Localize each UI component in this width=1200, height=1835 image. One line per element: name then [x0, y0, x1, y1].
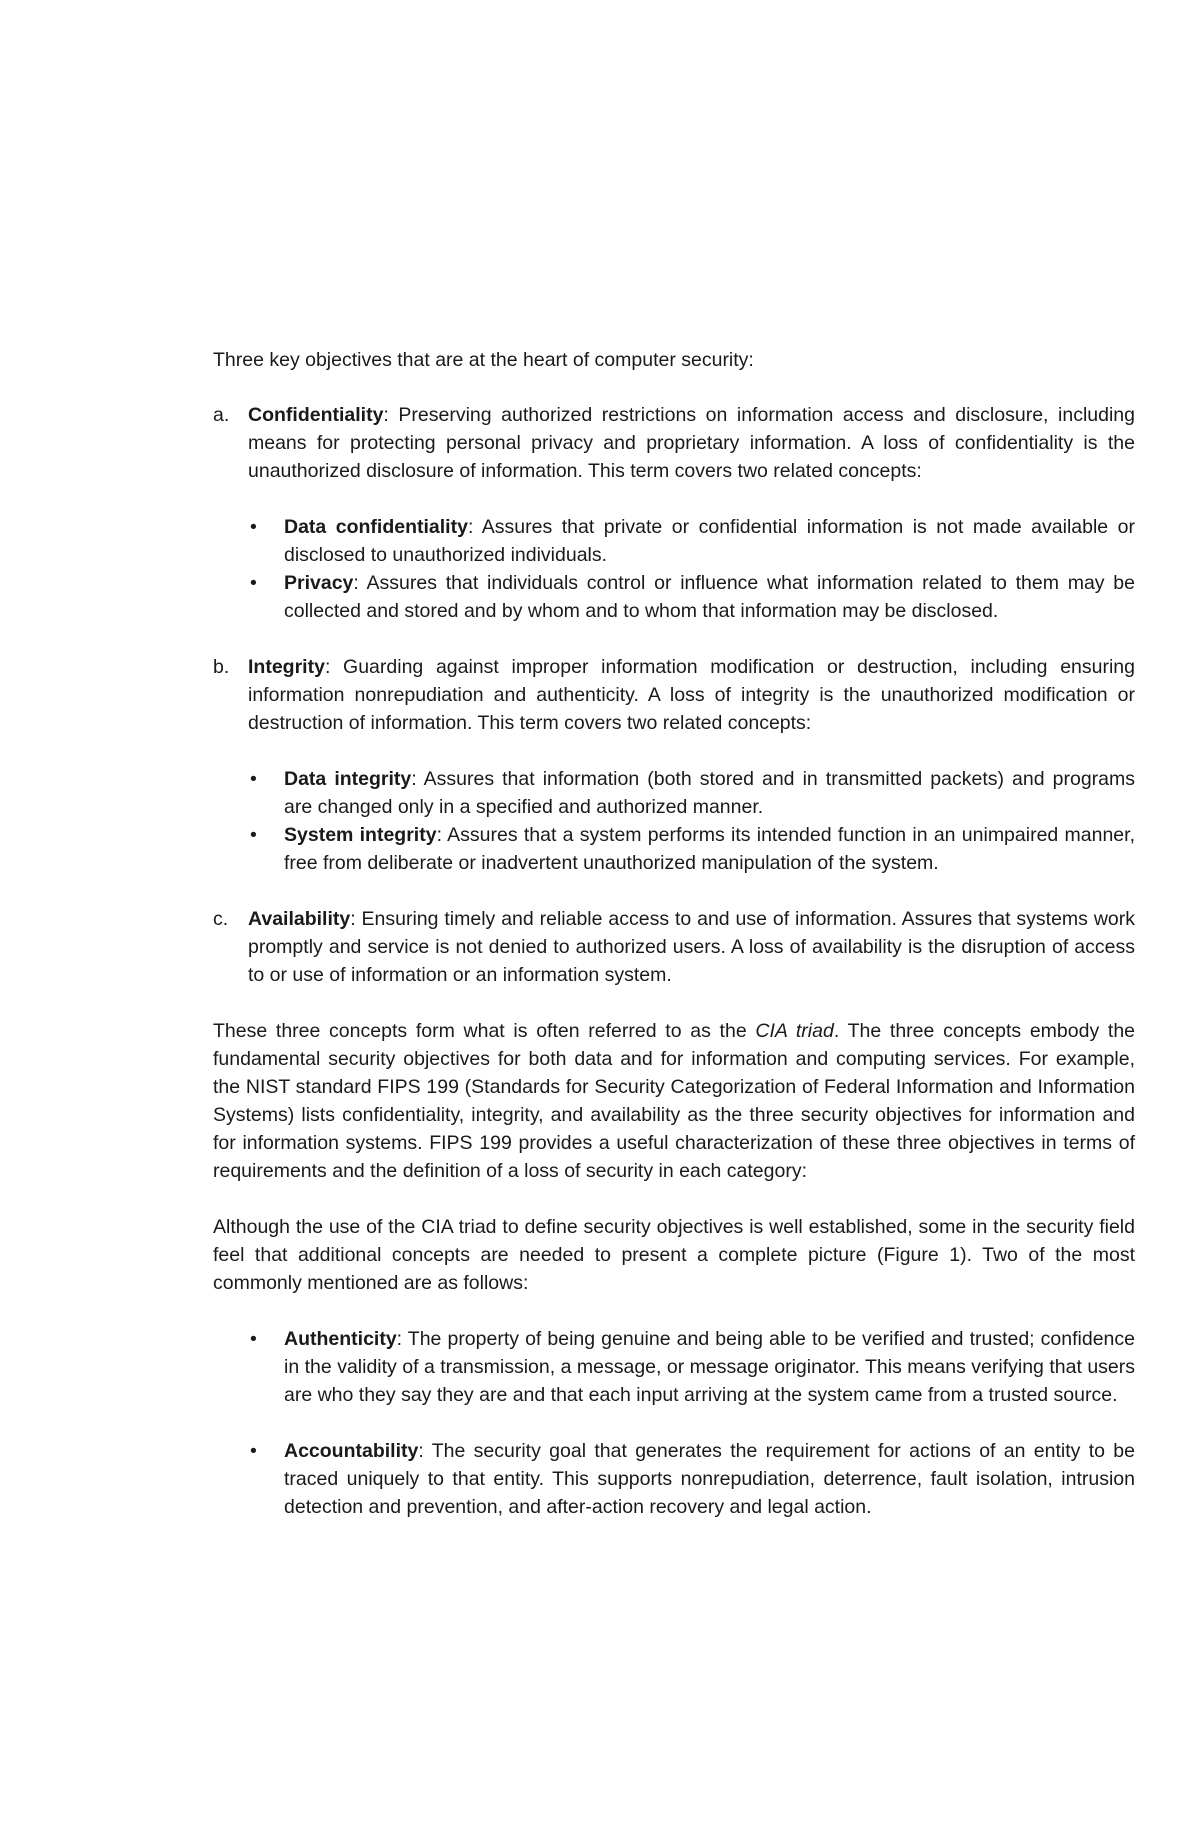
concept-definition: : The security goal that generates the requirement for actions of an entity to be traced uniquely to that entity. This supports nonrepudiation, deterrence, fault isolation, intrusion detection and prevention, and after-action recovery and legal action.	[284, 1440, 1135, 1518]
objective-definition	[248, 401, 1135, 485]
concept-text	[284, 1325, 1135, 1409]
objective-definition	[248, 905, 1135, 989]
bullet-icon: •	[250, 768, 257, 790]
intro-text: Three key objectives that are at the heart of computer security:	[213, 349, 754, 371]
bullet-icon: •	[250, 516, 257, 538]
bullet-icon: •	[250, 1440, 257, 1462]
concept-item	[248, 821, 1135, 877]
objective-text: : Guarding against improper information modification or destruction, including ensuring information nonrepudiation and authenticity. A loss of integrity is the unauthorized modification or destruction of information. This term covers two related concepts:	[248, 656, 1135, 734]
cia-text-before: These three concepts form what is often referred to as the	[213, 1020, 756, 1042]
concept-definition: : The property of being genuine and being able to be verified and trusted; confidence in the validity of a transmission, a message, or message originator. This means verifying that users are who they say they are and that each input arriving at the system came from a trusted source.	[284, 1328, 1135, 1406]
concept-definition: : Assures that individuals control or influence what information related to them may be collected and stored and by whom and to whom that information may be disclosed.	[284, 572, 1135, 622]
concept-text	[284, 513, 1135, 569]
concept-term: Authenticity	[284, 1328, 397, 1350]
concept-term: Data integrity	[284, 768, 412, 790]
objective-definition	[248, 653, 1135, 737]
list-marker: a.	[213, 404, 230, 426]
concept-definition: : Assures that private or confidential information is not made available or disclosed to unauthorized individuals.	[284, 516, 1135, 566]
concept-term: System integrity	[284, 824, 437, 846]
cia-text-after: . The three concepts embody the fundamental security objectives for both data and for information and computing services. For example, the NIST standard FIPS 199 (Standards for Security Categorization of Federal Information and Information Systems) lists confidentiality, integrity, and availability as the three security objectives for information and for information systems. FIPS 199 provides a useful characterization of these three objectives in terms of requirements and the definition of a loss of security in each category:	[213, 1020, 1136, 1182]
objective-content	[248, 401, 1135, 625]
objective-text: : Ensuring timely and reliable access to and use of information. Assures that systems work promptly and service is not denied to authorized users. A loss of availability is the disruption of access to or use of information or an information system.	[248, 908, 1135, 986]
concept-term: Accountability	[284, 1440, 419, 1462]
list-marker: b.	[213, 656, 230, 678]
cia-triad-term: CIA triad	[755, 1020, 834, 1042]
objective-integrity	[213, 653, 1135, 877]
additional-concepts-list	[248, 1325, 1135, 1521]
objective-content	[248, 653, 1135, 877]
additional-concept-item	[248, 1437, 1135, 1521]
concept-item	[248, 569, 1135, 625]
cia-triad-paragraph	[213, 1017, 1135, 1185]
concept-item	[248, 765, 1135, 821]
concept-list	[248, 765, 1135, 877]
concept-definition: : Assures that information (both stored and in transmitted packets) and programs are changed only in a specified and authorized manner.	[284, 768, 1136, 818]
objective-term: Availability	[248, 908, 351, 930]
concept-text	[284, 569, 1135, 625]
concept-term: Data confidentiality	[284, 516, 468, 538]
objective-term: Integrity	[248, 656, 325, 678]
bullet-icon: •	[250, 824, 257, 846]
bullet-icon: •	[250, 572, 257, 594]
document-page	[213, 346, 1135, 1549]
concept-text	[284, 821, 1135, 877]
objective-confidentiality	[213, 401, 1135, 625]
bullet-icon: •	[250, 1328, 257, 1350]
concept-item	[248, 513, 1135, 569]
list-marker: c.	[213, 908, 229, 930]
concept-text	[284, 765, 1135, 821]
concept-term: Privacy	[284, 572, 354, 594]
objective-text: : Preserving authorized restrictions on information access and disclosure, including means for protecting personal privacy and proprietary information. A loss of confidentiality is the unauthorized disclosure of information. This term covers two related concepts:	[248, 404, 1135, 482]
objective-content	[248, 905, 1135, 989]
additional-concept-item	[248, 1325, 1135, 1409]
concept-definition: : Assures that a system performs its intended function in an unimpaired manner, free from deliberate or inadvertent unauthorized manipulation of the system.	[284, 824, 1135, 874]
objective-availability	[213, 905, 1135, 989]
objective-term: Confidentiality	[248, 404, 384, 426]
additional-concepts-paragraph: Although the use of the CIA triad to define security objectives is well established, some in the security field feel that additional concepts are needed to present a complete picture (Figure 1). Two of the most commonly mentioned are as follows:	[213, 1216, 1135, 1294]
concept-list	[248, 513, 1135, 625]
concept-text	[284, 1437, 1135, 1521]
